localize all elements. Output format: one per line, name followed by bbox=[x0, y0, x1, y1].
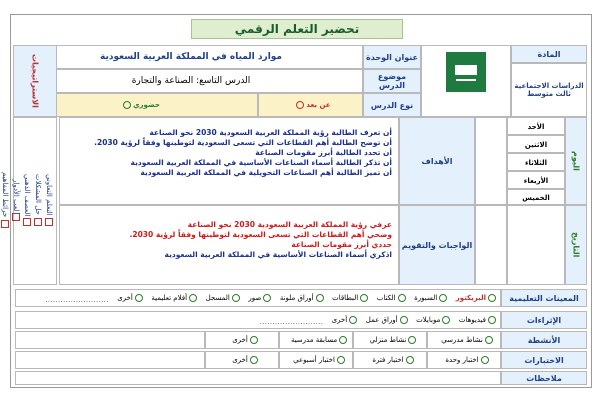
radio-circle-icon bbox=[296, 101, 304, 109]
strategy-item[interactable]: لعب الأدوار bbox=[10, 120, 21, 280]
homework-item: وضحي أهم القطاعات التي تسعى السعودية لتوطينها وفقاً لرؤية 2030. bbox=[129, 230, 392, 239]
test-option[interactable]: اختبار وحدة bbox=[427, 351, 501, 369]
radio-circle-icon bbox=[263, 294, 271, 302]
radio-circle-icon bbox=[232, 294, 240, 302]
notes-field[interactable] bbox=[15, 371, 501, 385]
day-tuesday: الثلاثاء bbox=[507, 153, 565, 171]
radio-circle-icon bbox=[481, 356, 489, 364]
type-option-onsite[interactable]: حضوري bbox=[19, 93, 258, 117]
aid-option[interactable]: صور bbox=[248, 290, 271, 306]
aid-option[interactable]: أفلام تعليمية bbox=[151, 290, 197, 306]
lesson-plan-page bbox=[1, 14, 592, 388]
strategy-item[interactable]: التعلم التعاوني bbox=[43, 120, 54, 280]
objective-item: أن تحدد الطالبة أبرز مقومات الصناعة bbox=[255, 148, 392, 157]
checkbox-icon bbox=[1, 220, 9, 228]
day-thursday: الخميس bbox=[507, 189, 565, 205]
homework-item: اذكري أسماء الصناعات الأساسية في المملكة العربية السعودية bbox=[164, 250, 392, 259]
day-monday: الاثنين bbox=[507, 135, 565, 153]
homework-box bbox=[59, 205, 399, 285]
date-notes-cell[interactable] bbox=[475, 205, 507, 285]
radio-circle-icon bbox=[135, 294, 143, 302]
ministry-logo-box bbox=[421, 45, 511, 117]
aids-label: المعينات التعليمية bbox=[501, 289, 587, 307]
strategy-item[interactable]: حل المشكلات bbox=[32, 120, 43, 280]
activity-option[interactable]: نشاط منزلي bbox=[353, 331, 427, 349]
subject-label: المادة bbox=[511, 45, 587, 63]
radio-circle-icon bbox=[337, 356, 345, 364]
strategies-list bbox=[1, 117, 57, 285]
saudi-logo-icon bbox=[446, 52, 486, 92]
unit-value: موارد المياه في المملكة العربية السعودية bbox=[19, 45, 363, 69]
radio-circle-icon bbox=[349, 316, 357, 324]
type-option-remote[interactable]: عن بعد bbox=[258, 93, 363, 117]
test-option[interactable]: اختبار فترة bbox=[353, 351, 427, 369]
radio-circle-icon bbox=[485, 336, 493, 344]
test-extra-cell[interactable] bbox=[15, 351, 205, 369]
subject-value: الدراسات الاجتماعية ثالث متوسط bbox=[511, 63, 587, 117]
radio-circle-icon bbox=[250, 356, 258, 364]
enrichment-options bbox=[15, 311, 501, 329]
activity-option[interactable]: نشاط مدرسي bbox=[427, 331, 501, 349]
radio-circle-icon bbox=[360, 294, 368, 302]
aid-option[interactable]: أخرى bbox=[117, 290, 143, 306]
strategy-item[interactable]: خرائط المفاهيم bbox=[0, 120, 10, 280]
day-header: اليوم bbox=[565, 117, 587, 205]
page-title: تحضير التعلم الرقمي bbox=[191, 19, 403, 39]
enrichment-option[interactable]: موبايلات bbox=[416, 312, 450, 328]
test-option[interactable]: اختبار أسبوعي bbox=[279, 351, 353, 369]
objectives-label: الأهداف bbox=[399, 117, 475, 205]
enrichment-option[interactable]: فيديوهات bbox=[459, 312, 496, 328]
date-header: التاريخ bbox=[565, 205, 587, 285]
tests-label: الاختبارات bbox=[501, 351, 587, 369]
unit-label: عنوان الوحدة bbox=[363, 45, 421, 69]
date-area[interactable] bbox=[507, 205, 565, 285]
aids-options bbox=[15, 289, 501, 307]
activity-option[interactable]: أخرى bbox=[205, 331, 279, 349]
enrichments-label: الإثراءات bbox=[501, 311, 587, 329]
radio-circle-icon bbox=[398, 294, 406, 302]
checkbox-icon bbox=[12, 213, 20, 221]
radio-circle-icon bbox=[339, 336, 347, 344]
checkbox-icon bbox=[23, 218, 31, 226]
aid-option[interactable]: البريكتور bbox=[456, 290, 496, 306]
objective-item: أن توضح الطالبة أهم القطاعات التي تسعى السعودية لتوطينها وفقاً لرؤية 2030. bbox=[94, 138, 392, 147]
enrichment-option[interactable]: أوراق عمل bbox=[366, 312, 408, 328]
radio-circle-icon bbox=[189, 294, 197, 302]
radio-circle-icon bbox=[439, 294, 447, 302]
lesson-type-label: نوع الدرس bbox=[363, 93, 421, 117]
day-wednesday: الأربعاء bbox=[507, 171, 565, 189]
radio-circle-icon bbox=[408, 336, 416, 344]
strategy-item[interactable]: العصف الذهني bbox=[21, 120, 32, 280]
radio-circle-icon bbox=[406, 356, 414, 364]
checkbox-icon bbox=[34, 218, 42, 226]
objective-item: أن تعرف الطالبة رؤية المملكة العربية السعودية 2030 نحو الصناعة bbox=[149, 128, 392, 137]
radio-circle-icon bbox=[123, 101, 131, 109]
homework-item: حددي أبرز مقومات الصناعة bbox=[291, 240, 392, 249]
activity-option[interactable]: مسابقة مدرسية bbox=[279, 331, 353, 349]
objectives-box bbox=[59, 117, 399, 205]
homework-label: الواجبات والتقويم bbox=[399, 205, 475, 285]
radio-circle-icon bbox=[316, 294, 324, 302]
aid-other-field[interactable]: ......................... bbox=[45, 295, 109, 304]
objective-item: أن تميز الطالبة أهم الصناعات التحويلية في المملكة العربية السعودية bbox=[140, 168, 392, 177]
aid-option[interactable]: السبورة bbox=[414, 290, 447, 306]
objective-item: أن تذكر الطالبة أسماء الصناعات الأساسية في المملكة العربية السعودية bbox=[130, 158, 392, 167]
aid-option[interactable]: البطاقات bbox=[332, 290, 368, 306]
activity-extra-cell[interactable] bbox=[15, 331, 205, 349]
test-option[interactable]: أخرى bbox=[205, 351, 279, 369]
aid-option[interactable]: أوراق ملونة bbox=[280, 290, 324, 306]
lesson-label: موضوع الدرس bbox=[363, 69, 421, 93]
radio-circle-icon bbox=[400, 316, 408, 324]
checkbox-icon bbox=[45, 218, 53, 226]
enrichment-option[interactable]: أخرى bbox=[332, 312, 358, 328]
aid-option[interactable]: المسجل bbox=[206, 290, 240, 306]
radio-circle-icon bbox=[442, 316, 450, 324]
day-sunday: الأحد bbox=[507, 117, 565, 135]
day-notes-cell[interactable] bbox=[475, 117, 507, 205]
notes-label: ملاحظات bbox=[501, 371, 587, 385]
radio-circle-icon bbox=[250, 336, 258, 344]
aid-option[interactable]: الكتاب bbox=[377, 290, 406, 306]
radio-circle-icon bbox=[488, 316, 496, 324]
lesson-value: الدرس التاسع: الصناعة والتجارة bbox=[19, 69, 363, 93]
strategies-label: الاستراتيجيات bbox=[13, 45, 57, 117]
activities-label: الأنشطة bbox=[501, 331, 587, 349]
radio-circle-icon bbox=[488, 294, 496, 302]
enrichment-other-field[interactable]: ......................... bbox=[259, 317, 324, 326]
homework-item: عرفي رؤية المملكة العربية السعودية 2030 نحو الصناعة bbox=[187, 220, 392, 229]
